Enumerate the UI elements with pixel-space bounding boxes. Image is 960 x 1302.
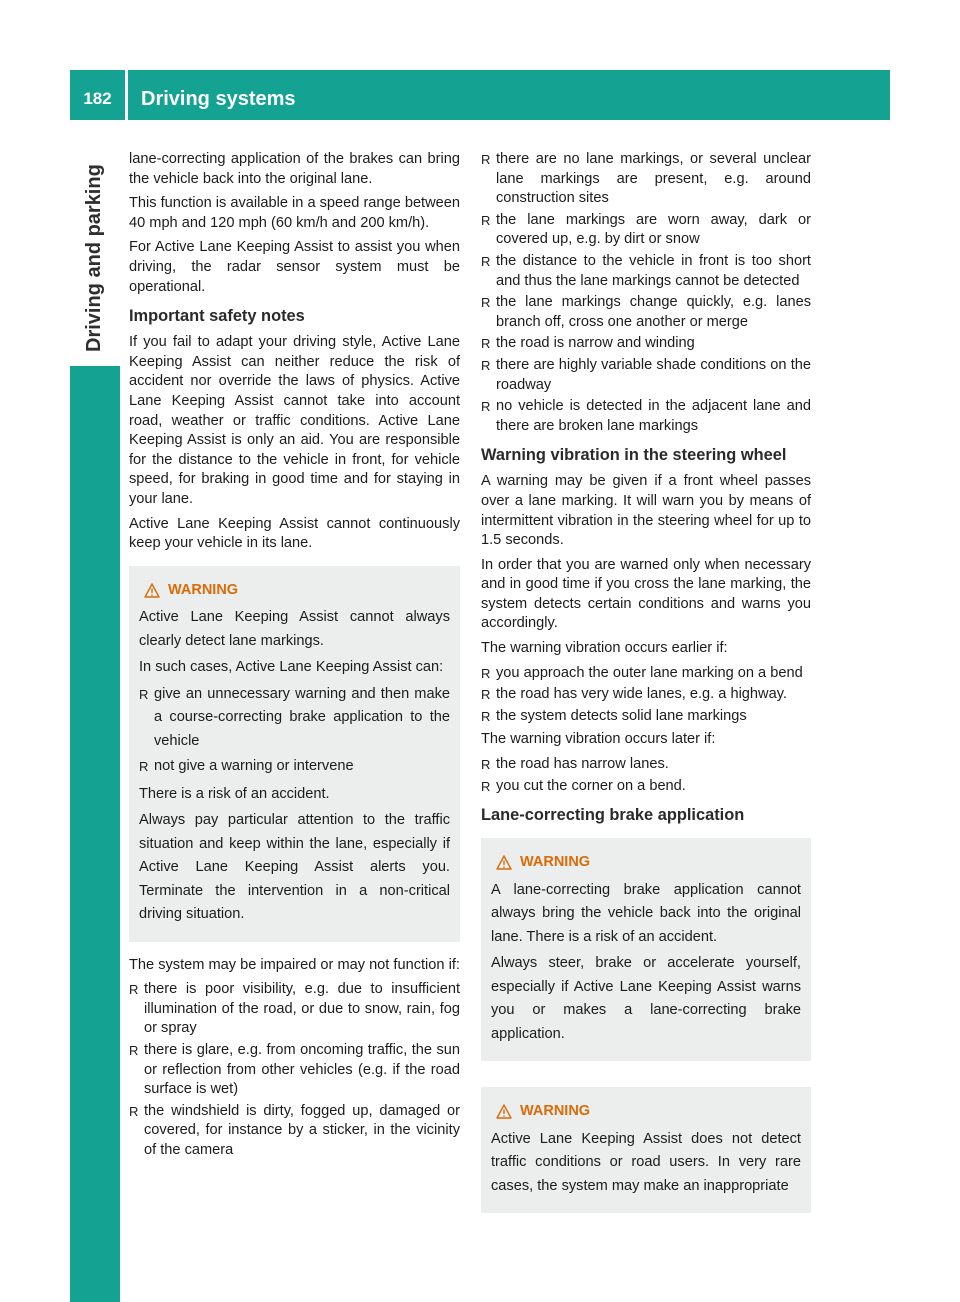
bullet-icon: R bbox=[481, 708, 491, 724]
warning-text: Always steer, brake or accelerate yourself, especially if Active Lane Keeping Assist warns you or makes a lane-correcting brake application. bbox=[491, 955, 801, 1042]
paragraph: The warning vibration occurs later if: bbox=[481, 731, 716, 748]
page-number: 182 bbox=[83, 89, 112, 108]
list-item: R there is poor visibility, e.g. due to insufficient illumination of the road, or due to snow, rain, fog or spray bbox=[129, 981, 460, 1037]
list-item: R there are no lane markings, or several unclear lane markings are present, e.g. around construction sites bbox=[481, 151, 811, 207]
list-item: R the system detects solid lane markings bbox=[481, 707, 811, 727]
list-item: R not give a warning or intervene bbox=[139, 755, 450, 779]
list-item: R you approach the outer lane marking on a bend bbox=[481, 664, 811, 684]
warning-box bbox=[129, 566, 460, 942]
bullet-list bbox=[129, 980, 460, 1160]
bullet-icon: R bbox=[129, 982, 139, 998]
list-item: R the road has narrow lanes. bbox=[481, 755, 811, 775]
section-title: Driving systems bbox=[141, 88, 296, 110]
warning-box bbox=[481, 1087, 811, 1213]
list-item: R the lane markings are worn away, dark or covered up, e.g. by dirt or snow bbox=[481, 211, 811, 248]
paragraph: The warning vibration occurs earlier if: bbox=[481, 640, 728, 657]
heading-important-safety-notes: Important safety notes bbox=[129, 307, 305, 326]
paragraph: This function is available in a speed range between 40 mph and 120 mph (60 km/h and 200 km/h). bbox=[129, 195, 461, 231]
bullet-icon: R bbox=[481, 212, 491, 228]
paragraph: For Active Lane Keeping Assist to assist you when driving, the radar sensor system must be operational. bbox=[129, 239, 460, 295]
bullet-icon: R bbox=[129, 1043, 139, 1059]
bullet-list bbox=[481, 664, 811, 727]
list-item: R you cut the corner on a bend. bbox=[481, 777, 811, 797]
bullet-icon: R bbox=[481, 152, 491, 167]
chapter-tab bbox=[70, 366, 120, 1302]
warning-title: WARNING bbox=[520, 1103, 591, 1120]
list-item: R the windshield is dirty, fogged up, damaged or covered, for instance by a sticker, in the vicinity of the camera bbox=[129, 1102, 460, 1159]
bullet-icon: R bbox=[481, 357, 491, 373]
paragraph: The system may be impaired or may not function if: bbox=[129, 956, 460, 973]
chapter-label-text: Driving and parking bbox=[83, 164, 105, 352]
warning-header bbox=[491, 1100, 801, 1124]
paragraph: In order that you are warned only when necessary and in good time if you cross the lane marking, the system detects certain conditions and warns you accordingly. bbox=[481, 556, 811, 632]
list-item: R the lane markings change quickly, e.g. lanes branch off, cross one another or merge bbox=[481, 294, 811, 330]
paragraph: Active Lane Keeping Assist cannot continuously keep your vehicle in its lane. bbox=[129, 515, 460, 552]
warning-text: Active Lane Keeping Assist cannot always clearly detect lane markings. bbox=[139, 609, 450, 649]
heading-lane-correcting-brake: Lane-correcting brake application bbox=[481, 806, 745, 825]
bullet-list bbox=[481, 755, 811, 796]
heading-warning-vibration: Warning vibration in the steering wheel bbox=[481, 446, 787, 465]
warning-title: WARNING bbox=[168, 581, 239, 598]
header-divider bbox=[125, 70, 128, 120]
left-column bbox=[129, 150, 460, 1165]
bullet-icon: R bbox=[139, 759, 149, 775]
list-item: R the road is narrow and winding bbox=[481, 334, 811, 354]
warning-header bbox=[139, 579, 450, 603]
warning-bullet-list bbox=[139, 683, 450, 779]
paragraph: lane-correcting application of the brakes can bring the vehicle back into the original lane. bbox=[129, 151, 460, 187]
bullet-icon: R bbox=[481, 687, 491, 703]
bullet-icon: R bbox=[481, 757, 491, 773]
warning-text: Always pay particular attention to the traffic situation and keep within the lane, especially if Active Lane Keeping Assist alerts you. Terminate the intervention in a non-critical driving situation. bbox=[139, 812, 450, 923]
warning-header bbox=[491, 851, 801, 875]
warning-title: WARNING bbox=[520, 854, 591, 871]
list-item: R there are highly variable shade conditions on the roadway bbox=[481, 356, 811, 393]
warning-text: Active Lane Keeping Assist does not detect traffic conditions or road users. In very rare cases, the system may make an inappropriate bbox=[491, 1130, 801, 1194]
warning-text: There is a risk of an accident. bbox=[139, 785, 330, 802]
list-item: R give an unnecessary warning and then make a course-correcting brake application to the vehicle bbox=[139, 683, 450, 754]
bullet-icon: R bbox=[129, 1103, 139, 1119]
warning-text: In such cases, Active Lane Keeping Assist can: bbox=[139, 659, 444, 676]
chapter-side-label bbox=[70, 120, 120, 360]
bullet-icon: R bbox=[481, 665, 491, 681]
bullet-list bbox=[481, 150, 811, 436]
warning-box bbox=[481, 838, 811, 1061]
bullet-icon: R bbox=[139, 686, 149, 702]
warning-triangle-icon bbox=[496, 1104, 512, 1119]
paragraph: A warning may be given if a front wheel passes over a lane marking. It will warn you by means of intermittent vibration in the steering wheel for up to 1.5 seconds. bbox=[481, 473, 811, 549]
right-column bbox=[481, 150, 811, 1227]
list-item: R there is glare, e.g. from oncoming traffic, the sun or reflection from other vehicles (e.g. if the road surface is wet) bbox=[129, 1042, 460, 1098]
list-item: R no vehicle is detected in the adjacent lane and there are broken lane markings bbox=[481, 398, 811, 434]
bullet-icon: R bbox=[481, 253, 491, 269]
bullet-icon: R bbox=[481, 399, 491, 415]
bullet-icon: R bbox=[481, 336, 491, 352]
bullet-icon: R bbox=[481, 295, 491, 311]
warning-text: A lane-correcting brake application cannot always bring the vehicle back into the original lane. There is a risk of an accident. bbox=[491, 881, 801, 945]
warning-triangle-icon bbox=[144, 583, 160, 598]
list-item: R the road has very wide lanes, e.g. a highway. bbox=[481, 685, 811, 705]
warning-triangle-icon bbox=[496, 855, 512, 870]
list-item: R the distance to the vehicle in front is too short and thus the lane markings cannot be detected bbox=[481, 252, 811, 289]
paragraph: If you fail to adapt your driving style, Active Lane Keeping Assist can neither reduce the risk of accident nor override the laws of physics. Active Lane Keeping Assist cannot take into account road, weather or traffic conditions. Active Lane Keeping Assist is only an aid. You are responsible for the distance to the vehicle in front, for vehicle speed, for braking in good time and for staying in your lane. bbox=[129, 334, 460, 507]
bullet-icon: R bbox=[481, 778, 491, 794]
